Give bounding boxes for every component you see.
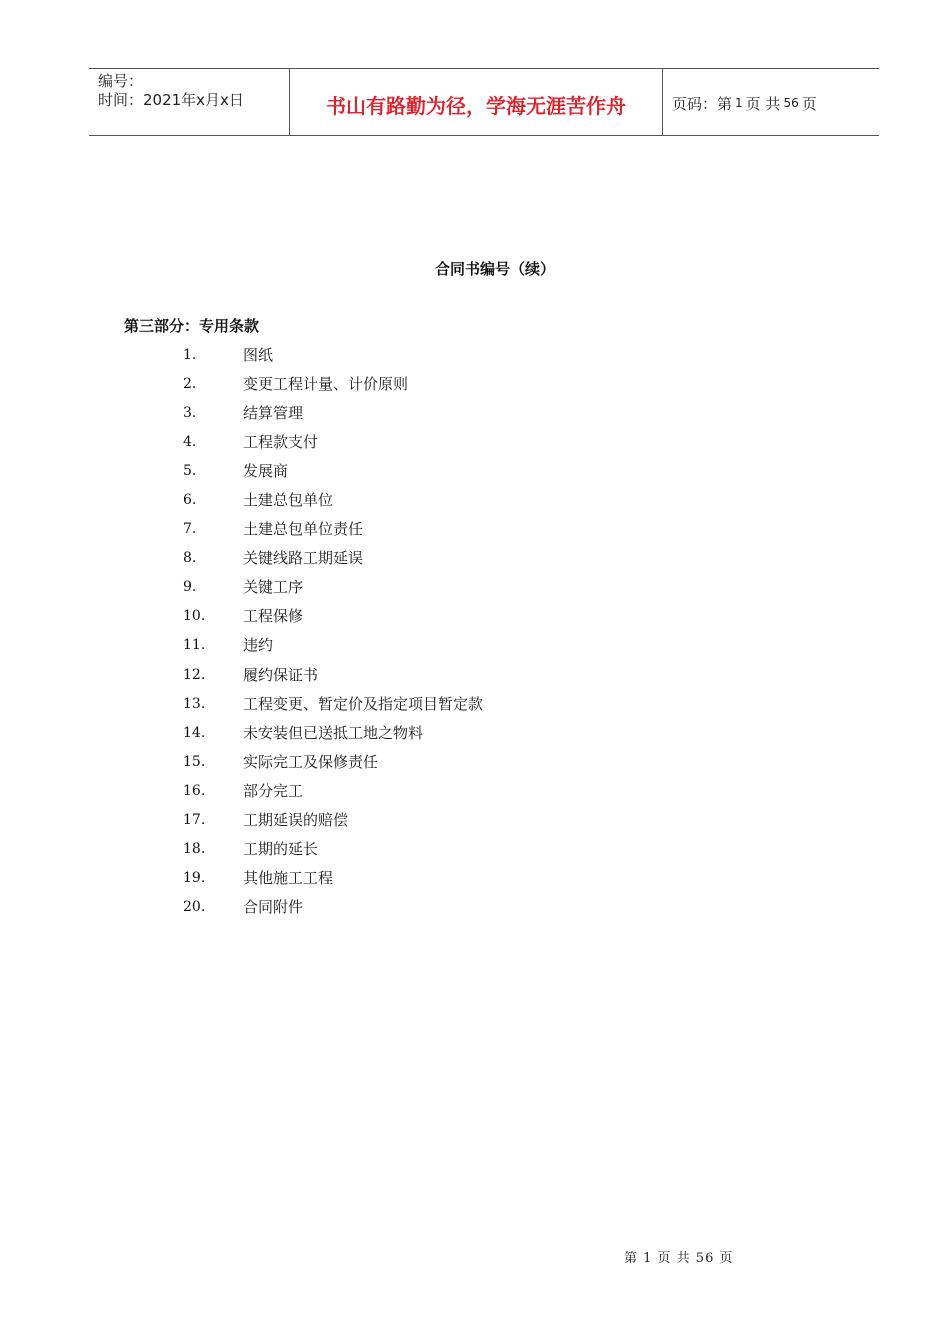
list-item-number: 1. bbox=[183, 347, 197, 363]
page-header bbox=[89, 68, 879, 136]
list-item-label: 变更工程计量、计价原则 bbox=[243, 375, 409, 394]
list-item-label: 其他施工工程 bbox=[243, 868, 334, 887]
list-item-number: 20. bbox=[183, 898, 206, 915]
header-page-info bbox=[663, 69, 879, 135]
list-item bbox=[0, 693, 950, 722]
list-item bbox=[0, 751, 950, 780]
list-item-label: 工程变更、暂定价及指定项目暂定款 bbox=[243, 694, 484, 713]
list-item bbox=[0, 489, 950, 518]
list-item bbox=[0, 547, 950, 576]
list-item-label: 实际完工及保修责任 bbox=[243, 752, 379, 771]
list-item bbox=[0, 576, 950, 605]
list-item bbox=[0, 896, 950, 925]
clause-list bbox=[0, 344, 950, 925]
list-item-label: 图纸 bbox=[243, 346, 274, 364]
list-item-label: 关键线路工期延误 bbox=[243, 549, 364, 568]
header-meta bbox=[89, 69, 290, 135]
list-item-number: 5. bbox=[183, 463, 197, 480]
list-item bbox=[0, 605, 950, 634]
list-item-label: 土建总包单位 bbox=[243, 491, 334, 510]
list-item-number: 15. bbox=[183, 753, 206, 770]
document-title: 合同书编号（续） bbox=[434, 260, 555, 278]
list-item-label: 合同附件 bbox=[243, 897, 304, 916]
list-item bbox=[0, 431, 950, 460]
list-item-number: 11. bbox=[183, 637, 206, 654]
list-item-label: 工程保修 bbox=[243, 607, 304, 626]
list-item-label: 部分完工 bbox=[243, 781, 304, 800]
list-item-label: 发展商 bbox=[243, 462, 289, 481]
page-middle: 页 共 bbox=[745, 94, 781, 113]
list-item-label: 工期的延长 bbox=[243, 839, 319, 858]
list-item-number: 18. bbox=[183, 840, 206, 857]
page-prefix: 页码：第 bbox=[672, 94, 733, 113]
list-item-number: 16. bbox=[183, 782, 206, 799]
list-item-number: 14. bbox=[183, 724, 206, 741]
list-item-number: 9. bbox=[183, 579, 197, 596]
page-total: 56 bbox=[783, 96, 799, 110]
list-item bbox=[0, 722, 950, 751]
list-item bbox=[0, 518, 950, 547]
list-item bbox=[0, 460, 950, 489]
list-item-label: 未安装但已送抵工地之物料 bbox=[243, 723, 424, 742]
list-item-number: 7. bbox=[183, 521, 197, 538]
list-item bbox=[0, 634, 950, 663]
section-heading: 第三部分：专用条款 bbox=[124, 317, 260, 335]
list-item-label: 工程款支付 bbox=[243, 433, 319, 452]
list-item-label: 履约保证书 bbox=[243, 665, 319, 684]
list-item-number: 19. bbox=[183, 869, 206, 886]
number-label: 编号： bbox=[98, 72, 144, 90]
list-item-number: 12. bbox=[183, 666, 206, 683]
list-item bbox=[0, 373, 950, 402]
list-item bbox=[0, 344, 950, 373]
list-item-label: 工期延误的赔偿 bbox=[243, 810, 349, 829]
list-item bbox=[0, 867, 950, 896]
list-item-label: 关键工序 bbox=[243, 578, 304, 597]
list-item-label: 结算管理 bbox=[243, 404, 304, 423]
header-motto: 书山有路勤为径，学海无涯苦作舟 bbox=[290, 69, 663, 135]
list-item-number: 8. bbox=[183, 550, 197, 567]
list-item-number: 2. bbox=[183, 376, 197, 393]
list-item bbox=[0, 780, 950, 809]
list-item bbox=[0, 402, 950, 431]
list-item-number: 17. bbox=[183, 811, 206, 828]
time-label: 时间：2021年x月x日 bbox=[98, 91, 244, 109]
list-item-label: 土建总包单位责任 bbox=[243, 520, 364, 539]
list-item-number: 13. bbox=[183, 695, 206, 712]
list-item bbox=[0, 664, 950, 693]
list-item-number: 10. bbox=[183, 608, 206, 625]
list-item-number: 3. bbox=[183, 405, 197, 422]
list-item-number: 4. bbox=[183, 434, 197, 451]
list-item bbox=[0, 838, 950, 867]
list-item bbox=[0, 809, 950, 838]
list-item-label: 违约 bbox=[243, 636, 274, 655]
page-footer: 第 1 页 共 56 页 bbox=[624, 1251, 734, 1266]
page-current: 1 bbox=[735, 96, 743, 110]
list-item-number: 6. bbox=[183, 492, 197, 509]
page-suffix: 页 bbox=[801, 94, 817, 113]
